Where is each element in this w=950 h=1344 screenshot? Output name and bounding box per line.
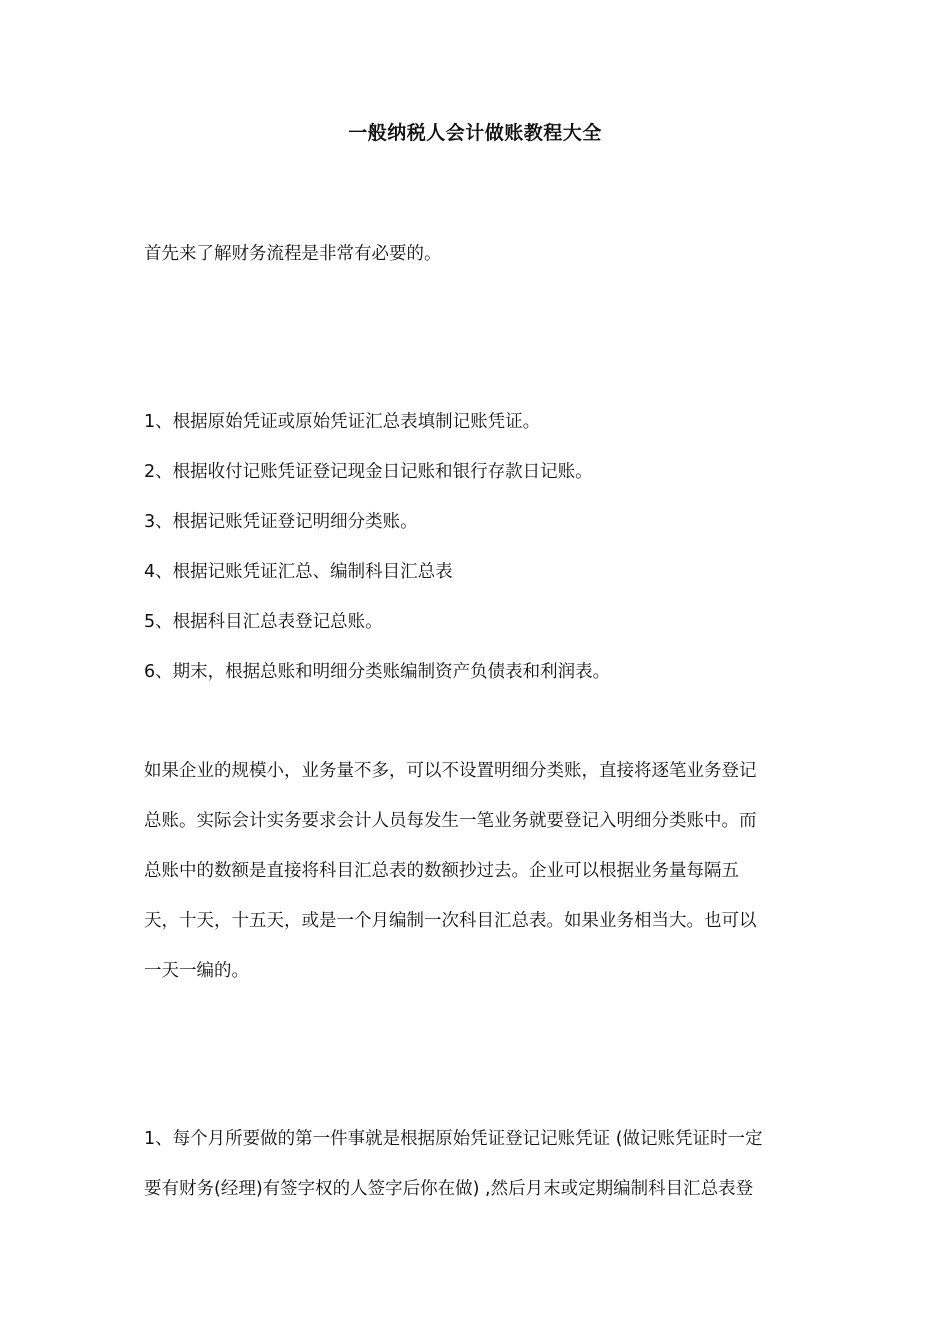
paragraph-line: 总账中的数额是直接将科目汇总表的数额抄过去。企业可以根据业务量每隔五 [144, 861, 739, 881]
paragraph-line: 天，十天，十五天，或是一个月编制一次科目汇总表。如果业务相当大。也可以 [144, 911, 757, 931]
list-item: 2、根据收付记账凭证登记现金日记账和银行存款日记账。 [144, 462, 593, 482]
list-item: 6、期末，根据总账和明细分类账编制资产负债表和利润表。 [144, 662, 611, 682]
paragraph-line: 要有财务(经理)有签字权的人签字后你在做) ,然后月末或定期编制科目汇总表登 [144, 1179, 754, 1199]
document-title: 一般纳税人会计做账教程大全 [348, 122, 602, 144]
list-item: 4、根据记账凭证汇总、编制科目汇总表 [144, 562, 453, 582]
paragraph-line: 总账。实际会计实务要求会计人员每发生一笔业务就要登记入明细分类账中。而 [144, 811, 757, 831]
intro-text: 首先来了解财务流程是非常有必要的。 [144, 244, 442, 264]
list-item: 5、根据科目汇总表登记总账。 [144, 612, 383, 632]
list-item: 3、根据记账凭证登记明细分类账。 [144, 512, 418, 532]
paragraph-line: 如果企业的规模小，业务量不多，可以不设置明细分类账，直接将逐笔业务登记 [144, 761, 757, 781]
paragraph-line: 1、每个月所要做的第一件事就是根据原始凭证登记记账凭证 (做记账凭证时一定 [144, 1129, 763, 1149]
list-item: 1、根据原始凭证或原始凭证汇总表填制记账凭证。 [144, 412, 541, 432]
paragraph-line: 一天一编的。 [144, 961, 249, 981]
